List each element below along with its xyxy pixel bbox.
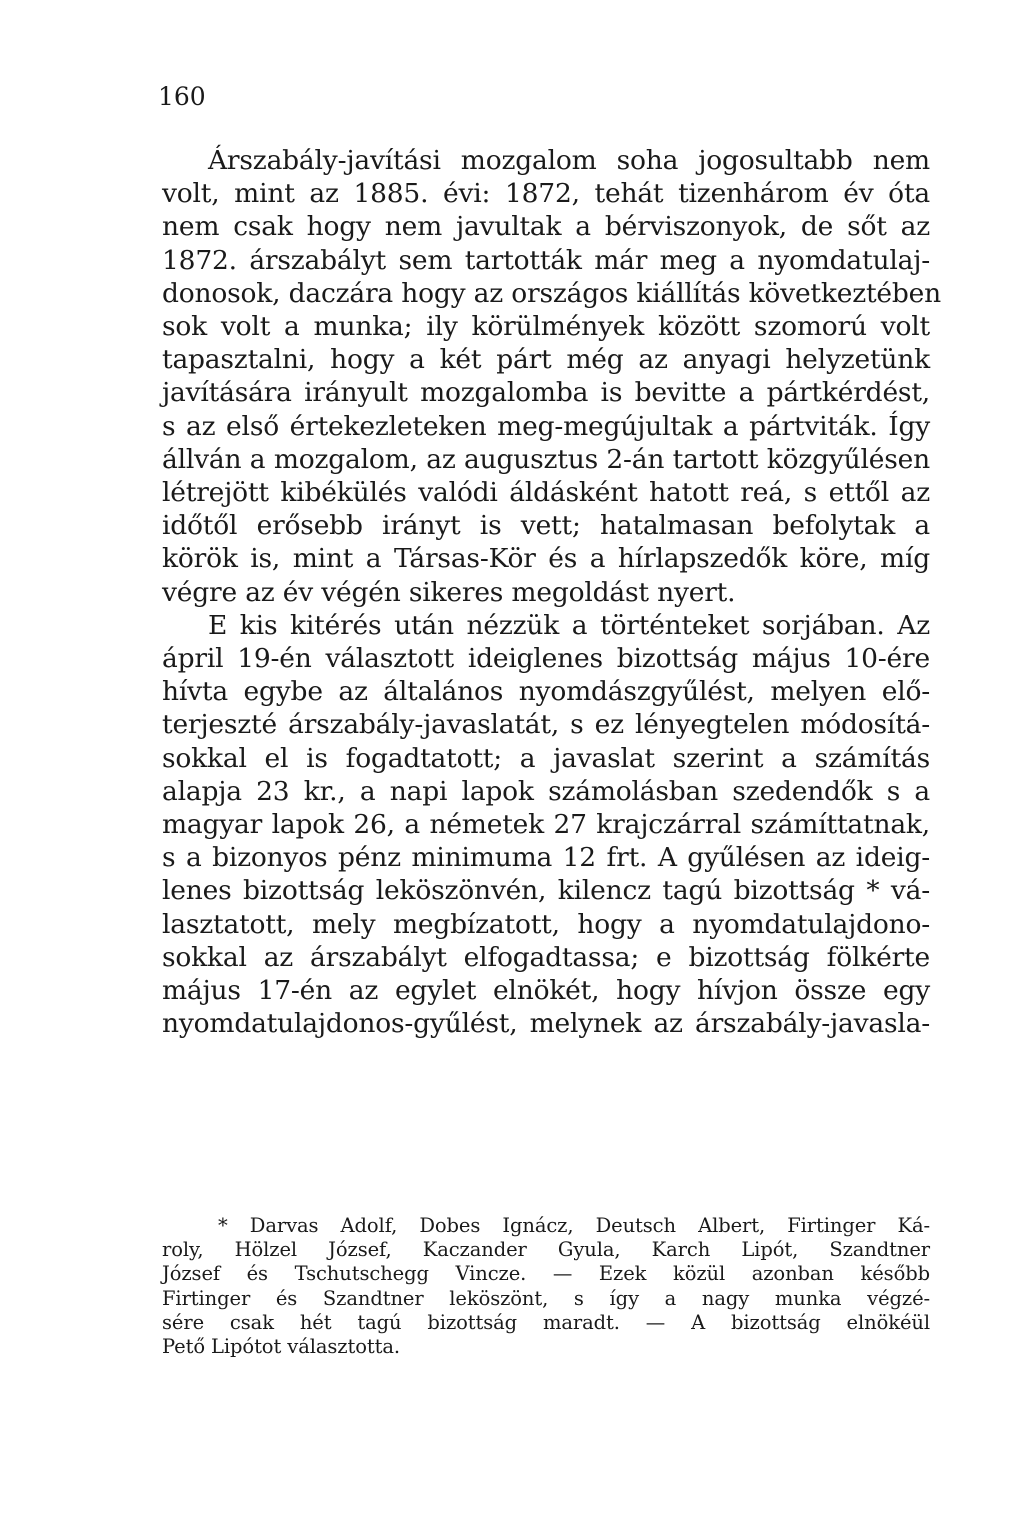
- text-line: létrejött kibékülés valódi áldásként hatott reá, s ettől az: [162, 477, 930, 509]
- text-line: ápril 19-én választott ideiglenes bizottság május 10-ére: [162, 643, 930, 675]
- main-text: [162, 144, 942, 1040]
- footnote-line: roly, Hölzel József, Kaczander Gyula, Karch Lipót, Szandtner: [162, 1238, 930, 1262]
- footnote-line: Pető Lipótot választotta.: [162, 1335, 400, 1359]
- text-line: nem csak hogy nem javultak a bérviszonyok, de sőt az: [162, 211, 930, 243]
- text-line: állván a mozgalom, az augusztus 2-án tartott közgyűlésen: [162, 443, 930, 475]
- text-line: nyomdatulajdonos-gyűlést, melynek az árszabály-javasla-: [162, 1008, 930, 1040]
- text-line: tapasztalni, hogy a két párt még az anyagi helyzetünk: [162, 344, 930, 376]
- text-line: sokkal el is fogadtatott; a javaslat szerint a számítás: [162, 742, 930, 774]
- text-line: donosok, daczára hogy az országos kiállítás következtében: [162, 277, 942, 309]
- footnote: [162, 1214, 930, 1359]
- text-line: végre az év végén sikeres megoldást nyert.: [162, 576, 736, 608]
- text-line: s a bizonyos pénz minimuma 12 frt. A gyűlésen az ideig-: [162, 842, 930, 874]
- text-line: alapja 23 kr., a napi lapok számolásban szedendők s a: [162, 775, 930, 807]
- text-line: időtől erősebb irányt is vett; hatalmasan befolytak a: [162, 510, 930, 542]
- footnote-line: * Darvas Adolf, Dobes Ignácz, Deutsch Albert, Firtinger Ká-: [218, 1214, 930, 1237]
- footnote-line: József és Tschutschegg Vincze. — Ezek közül azonban később: [162, 1262, 930, 1286]
- footnote-line: Firtinger és Szandtner leköszönt, s így a nagy munka végzé-: [162, 1286, 930, 1310]
- text-line: 1872. árszabályt sem tartották már meg a nyomdatulaj-: [162, 244, 930, 276]
- text-line: körök is, mint a Társas-Kör és a hírlapszedők köre, míg: [162, 543, 930, 575]
- text-line: hívta egybe az általános nyomdászgyűlést, melyen elő-: [162, 676, 930, 708]
- footnote-line: sére csak hét tagú bizottság maradt. — A bizottság elnökéül: [162, 1310, 930, 1334]
- text-line: E kis kitérés után nézzük a történteket sorjában. Az: [208, 609, 930, 641]
- text-line: magyar lapok 26, a németek 27 krajczárral számíttatnak,: [162, 809, 930, 841]
- text-line: május 17-én az egylet elnökét, hogy hívjon össze egy: [162, 975, 930, 1007]
- text-line: sok volt a munka; ily körülmények között szomorú volt: [162, 311, 930, 343]
- text-line: s az első értekezleteken meg-megújultak a pártviták. Így: [162, 410, 930, 442]
- page-number: 160: [158, 82, 206, 111]
- text-line: Árszabály-javítási mozgalom soha jogosultabb nem: [208, 145, 930, 176]
- text-line: lenes bizottság leköszönvén, kilencz tagú bizottság * vá-: [162, 875, 930, 907]
- text-line: lasztatott, mely megbízatott, hogy a nyomdatulajdono-: [162, 908, 930, 940]
- text-line: volt, mint az 1885. évi: 1872, tehát tizenhárom év óta: [162, 178, 930, 210]
- text-line: javítására irányult mozgalomba is bevitte a pártkérdést,: [162, 377, 930, 409]
- text-line: terjeszté árszabály-javaslatát, s ez lényegtelen módosítá-: [162, 709, 930, 741]
- text-line: sokkal az árszabályt elfogadtassa; e bizottság fölkérte: [162, 941, 930, 973]
